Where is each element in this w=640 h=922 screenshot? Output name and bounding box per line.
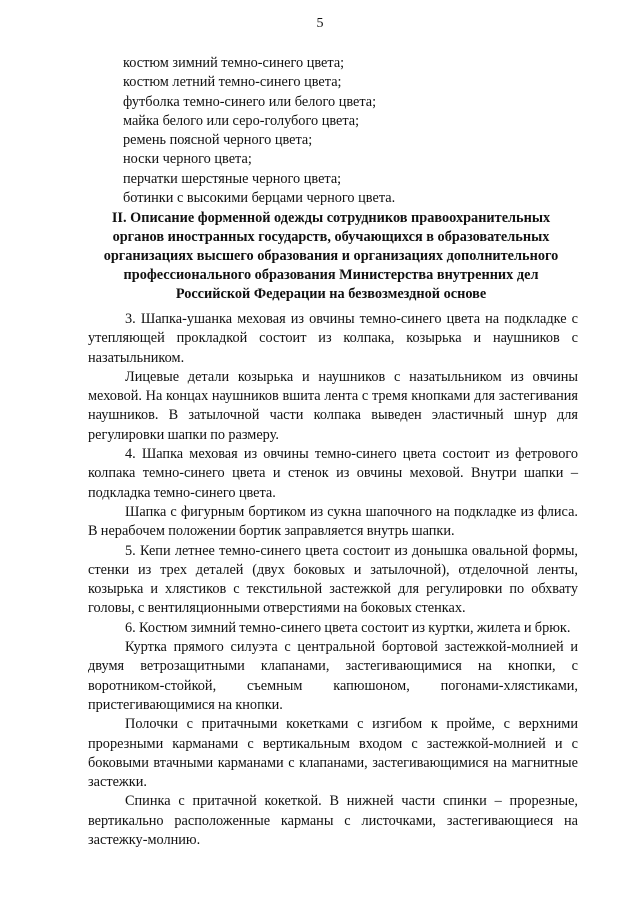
list-item: костюм летний темно-синего цвета;	[123, 74, 342, 91]
list-item: футболка темно-синего или белого цвета;	[123, 93, 377, 110]
list-item: перчатки шерстяные черного цвета;	[123, 170, 342, 187]
body-text	[88, 310, 578, 850]
page-number: 5	[316, 16, 324, 31]
paragraph: Шапка с фигурным бортиком из сукна шапочного на подкладке из флиса. В нерабочем положении бортик заправляется внутрь шапки.	[88, 503, 578, 540]
uniform-items-list	[123, 54, 593, 208]
paragraph: Куртка прямого силуэта с центральной бортовой застежкой-молнией и двумя ветрозащитными клапанами, застегивающимися на кнопки, с воротником-стойкой, съемным капюшоном, погонами-хлястиками, пристегивающимися на кнопки.	[88, 639, 578, 713]
paragraph: 5. Кепи летнее темно-синего цвета состоит из донышка овальной формы, стенки из трех деталей (двух боковых и затылочной), отделочной ленты, козырька и хлястиков с текстильной застежкой для регулировки по обхвату головы, с вентиляционными отверстиями на боковых стенках.	[88, 542, 578, 617]
list-item: костюм зимний темно-синего цвета;	[123, 55, 345, 71]
paragraph: 4. Шапка меховая из овчины темно-синего цвета состоит из фетрового колпака темно-синего цвета и стенок из овчины меховой. Внутри шапки – подкладка темно-синего цвета.	[88, 446, 578, 501]
list-item: ботинки с высокими берцами черного цвета.	[123, 190, 396, 207]
list-item: майка белого или серо-голубого цвета;	[123, 112, 360, 129]
list-item: носки черного цвета;	[123, 151, 252, 168]
paragraph: 6. Костюм зимний темно-синего цвета состоит из куртки, жилета и брюк.	[125, 619, 571, 636]
list-item: ремень поясной черного цвета;	[123, 132, 313, 149]
paragraph: 3. Шапка-ушанка меховая из овчины темно-синего цвета на подкладке с утепляющей прокладкой состоит из колпака, козырька и наушников с назатыльником.	[88, 311, 578, 366]
paragraph: Полочки с притачными кокетками с изгибом к пройме, с верхними прорезными карманами с вертикальным входом с застежкой-молнией и с боковыми втачными карманами с клапанами, застегивающимися на магнитные застежки.	[88, 716, 578, 791]
paragraph: Спинка с притачной кокеткой. В нижней части спинки – прорезные, вертикально расположенные карманы с листочками, застегивающиеся на застежку-молнию.	[88, 793, 578, 849]
section-heading: II. Описание форменной одежды сотрудников правоохранительных органов иностранных государств, обучающихся в образовательных организациях высшего образования и организациях дополнительного профессионального образования Министерства внутренних дел Российской Федерации на безвозмездной основе	[103, 210, 559, 302]
paragraph: Лицевые детали козырька и наушников с назатыльником из овчины меховой. На концах наушников вшита лента с тремя кнопками для застегивания наушников. В затылочной части колпака выведен эластичный шнур для регулировки шапки по размеру.	[88, 368, 578, 443]
